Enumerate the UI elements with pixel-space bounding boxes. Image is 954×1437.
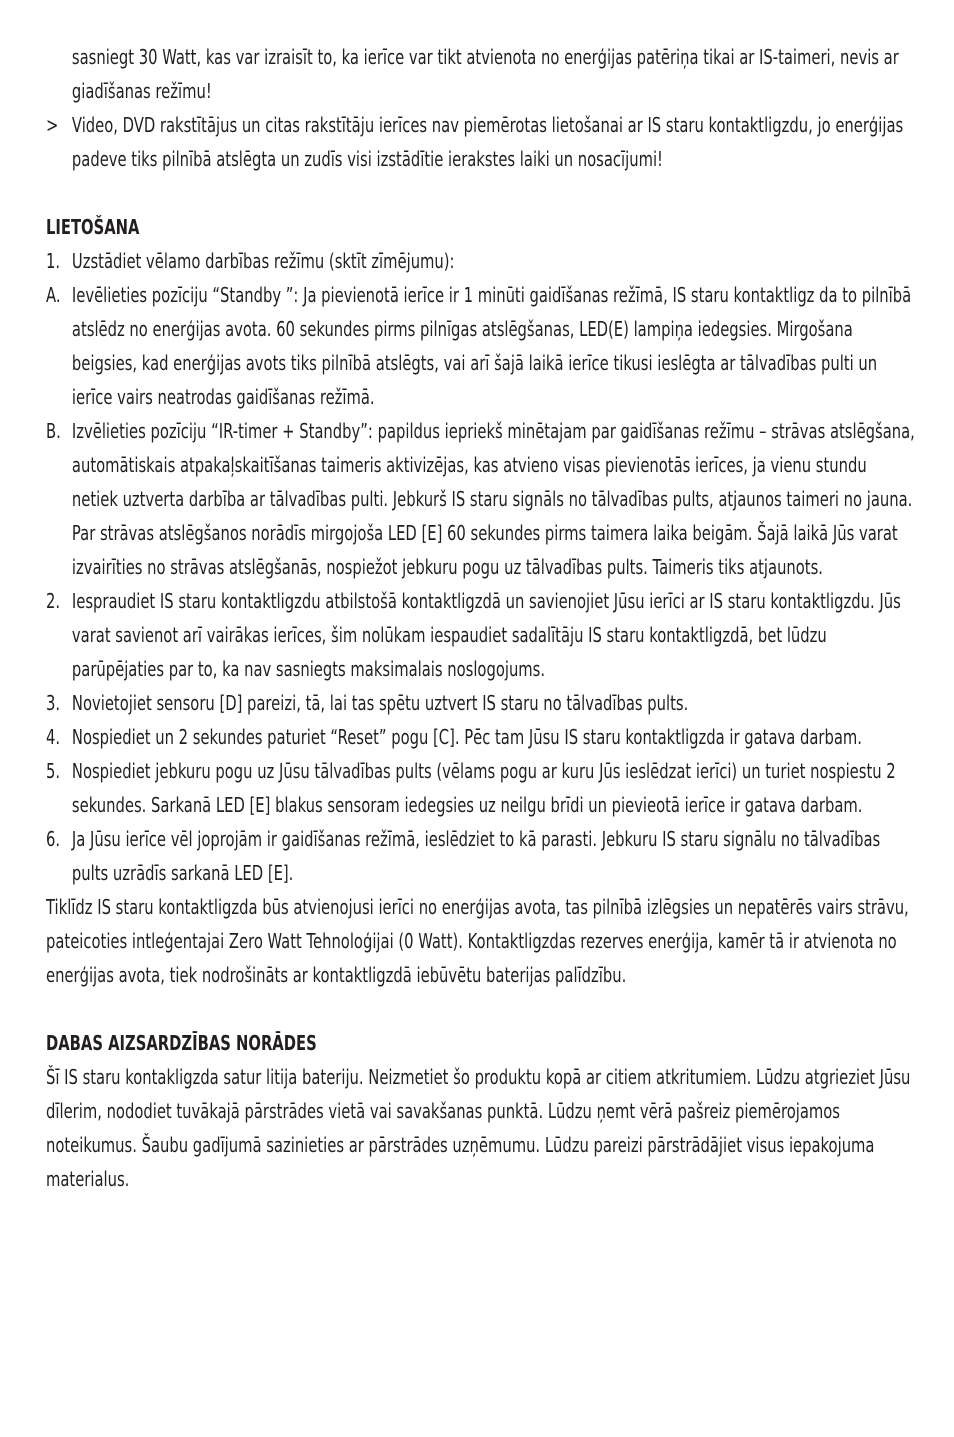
list-marker: 3. bbox=[46, 691, 61, 715]
list-item-text: Novietojiet sensoru [D] pareizi, tā, lai tas spētu uztvert IS staru no tālvadības pults. bbox=[71, 691, 689, 715]
list-item-text: Nospiediet un 2 sekundes paturiet “Reset” pogu [C]. Pēc tam Jūsu IS staru kontaktligzda ir gatava darbam. bbox=[71, 725, 862, 749]
intro-bullet bbox=[46, 108, 917, 176]
list-marker: B. bbox=[46, 419, 61, 443]
list-marker: 2. bbox=[46, 589, 61, 613]
document-body bbox=[46, 40, 917, 1196]
list-item bbox=[46, 822, 917, 890]
list-item-text: Ievēlieties pozīciju “Standby ”: Ja pievienotā ierīce ir 1 minūti gaidīšanas režīmā, IS staru kontaktligz da to pilnībā atslēdz no enerģijas avota. 60 sekundes pirms pilnīgas atslēgšanas, LED(E) lampiņa iedegsies. Mirgošana beigsies, kad enerģijas avots tiks pilnībā atslēgts, vai arī šajā laikā ierīce tikusi ieslēgta ar tālvadības pulti un ierīce vairs neatrodas gaidīšanas režīmā. bbox=[71, 283, 912, 409]
environment-heading: DABAS AIZSARDZĪBAS NORĀDES bbox=[46, 1031, 317, 1055]
environment-paragraph: Šī IS staru kontakligzda satur litija bateriju. Neizmetiet šo produktu kopā ar citiem atkritumiem. Lūdzu atgrieziet Jūsu dīlerim, nododiet tuvākajā pārstrādes vietā vai savakšanas punktā. Lūdzu ņemt vērā pašreiz piemērojamos noteikumus. Šaubu gadījumā sazinieties ar pārstrādes uzņēmumu. Lūdzu pareizi pārstrādājiet visus iepakojuma materialus. bbox=[46, 1065, 911, 1191]
list-item-text: Iespraudiet IS staru kontaktligzdu atbilstošā kontaktligzdā un savienojiet Jūsu ierīci ar IS staru kontaktligzdu. Jūs varat savienot arī vairākas ierīces, šim nolūkam iespaudiet sadalītāju IS staru kontaktligzdā, bet lūdzu parūpējaties par to, ka nav sasniegts maksimalais noslogojums. bbox=[71, 589, 901, 681]
usage-heading: LIETOŠANA bbox=[46, 215, 140, 239]
usage-list bbox=[46, 244, 917, 890]
list-item bbox=[46, 686, 917, 720]
usage-closing-paragraph: Tiklīdz IS staru kontaktligzda būs atvienojusi ierīci no enerģijas avota, tas pilnībā izlēgsies un nepatērēs vairs strāvu, pateicoties intleģentajai Zero Watt Tehnoloģijai (0 Watt). Kontaktligzdas rezerves enerģija, kamēr tā ir atvienota no enerģijas avota, tiek nodrošināts ar kontaktligzdā iebūvētu baterijas palīdzību. bbox=[46, 895, 909, 987]
list-marker: 6. bbox=[46, 827, 61, 851]
list-item bbox=[46, 584, 917, 686]
list-item bbox=[46, 414, 917, 584]
list-item bbox=[46, 754, 917, 822]
bullet-marker: > bbox=[46, 113, 59, 137]
list-item-text: Izvēlieties pozīciju “IR-timer + Standby”: papildus iepriekš minētajam par gaidīšanas režīmu – strāvas atslēgšana, automātiskais atpakaļskaitīšanas taimeris aktivizējas, kas atvieno visas pievienotās ierīces, ja vienu stundu netiek uztverta darbība ar tālvadības pulti. Jebkurš IS staru signāls no tālvadības pults, atjaunos taimeri no jauna. Par strāvas atslēgšanos norādīs mirgojoša LED [E] 60 sekundes pirms taimera laika beigām. Šajā laikā Jūs varat izvairīties no strāvas atslēgšanās, nospiežot jebkuru pogu uz tālvadības pults. Taimeris tiks atjaunots. bbox=[71, 419, 915, 579]
list-marker: A. bbox=[46, 283, 61, 307]
list-item-text: Nospiediet jebkuru pogu uz Jūsu tālvadības pults (vēlams pogu ar kuru Jūs ieslēdzat ierīci) un turiet nospiestu 2 sekundes. Sarkanā LED [E] blakus sensoram iedegsies uz neilgu brīdi un pievieotā ierīce ir gatava darbam. bbox=[71, 759, 896, 817]
intro-continuation-text: sasniegt 30 Watt, kas var izraisīt to, ka ierīce var tikt atvienota no enerģijas patēriņa tikai ar IS-taimeri, nevis ar giadīšanas režīmu! bbox=[71, 45, 899, 103]
list-item bbox=[46, 244, 917, 278]
intro-continuation bbox=[46, 40, 917, 108]
list-item-text: Uzstādiet vēlamo darbības režīmu (sktīt zīmējumu): bbox=[71, 249, 455, 273]
document-page bbox=[46, 40, 916, 1196]
list-marker: 1. bbox=[46, 249, 61, 273]
list-marker: 5. bbox=[46, 759, 61, 783]
list-item bbox=[46, 720, 917, 754]
intro-bullet-text: Video, DVD rakstītājus un citas rakstītāju ierīces nav piemērotas lietošanai ar IS staru kontaktligzdu, jo enerģijas padeve tiks pilnībā atslēgta un zudīs visi izstādītie ierakstes laiki un nosacījumi! bbox=[71, 113, 904, 171]
list-marker: 4. bbox=[46, 725, 61, 749]
list-item bbox=[46, 278, 917, 414]
list-item-text: Ja Jūsu ierīce vēl joprojām ir gaidīšanas režīmā, ieslēdziet to kā parasti. Jebkuru IS staru signālu no tālvadības pults uzrādīs sarkanā LED [E]. bbox=[71, 827, 881, 885]
